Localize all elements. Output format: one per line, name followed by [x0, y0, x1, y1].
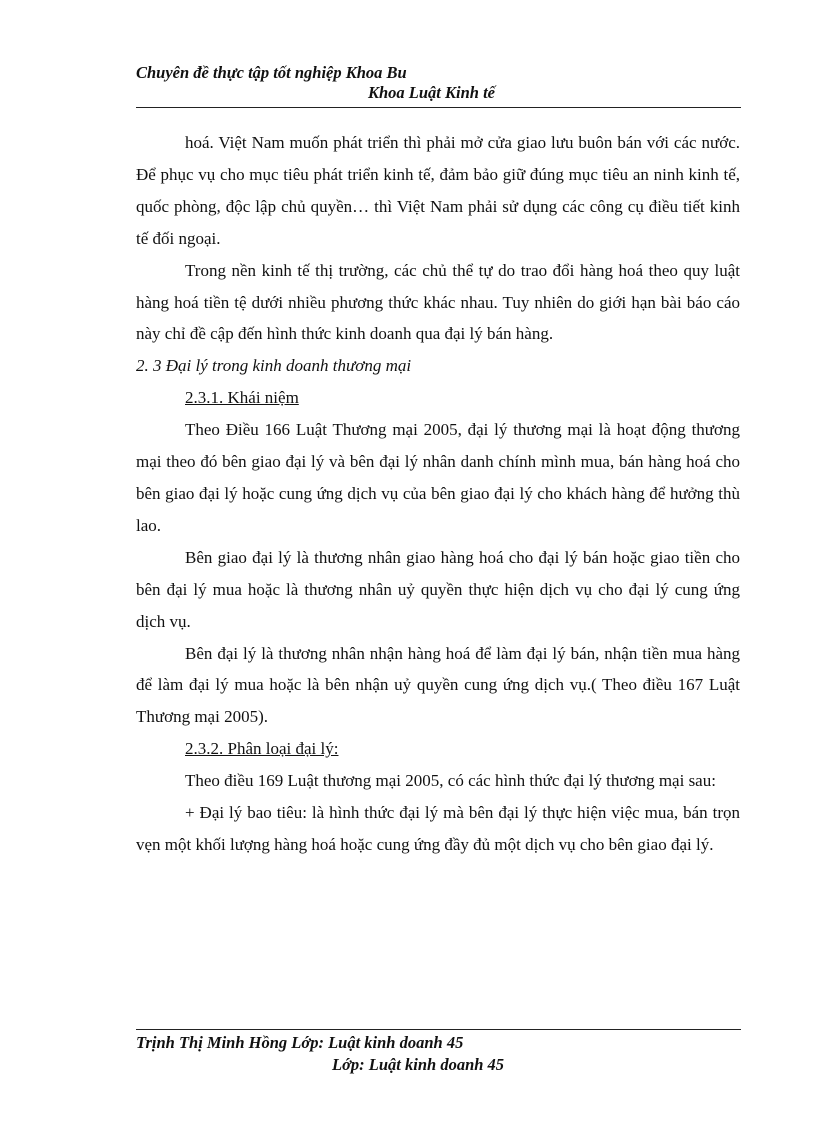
subheading-phan-loai: 2.3.2. Phân loại đại lý: — [185, 739, 339, 759]
paragraph-6: Theo điều 169 Luật thương mại 2005, có các hình thức đại lý thương mại sau: — [185, 771, 716, 791]
paragraph-7: + Đại lý bao tiêu: là hình thức đại lý mà bên đại lý thực hiện việc mua, bán trọn vẹn một khối lượng hàng hoá hoặc cung ứng đầy đủ một dịch vụ cho bên giao đại lý. — [136, 803, 740, 854]
document-body — [136, 127, 740, 861]
paragraph-2: Trong nền kinh tế thị trường, các chủ thể tự do trao đổi hàng hoá theo quy luật hàng hoá tiền tệ dưới nhiều phương thức khác nhau. Tuy nhiên do giới hạn bài báo cáo này chỉ đề cập đến hình thức kinh doanh qua đại lý bán hàng. — [136, 260, 740, 344]
section-title: 2. 3 Đại lý trong kinh doanh thương mại — [136, 356, 412, 376]
paragraph-5: Bên đại lý là thương nhân nhận hàng hoá để làm đại lý bán, nhận tiền mua hàng để làm đại lý mua hoặc là bên nhận uỷ quyền cung ứng dịch vụ.( Theo điều 167 Luật Thương mại 2005). — [136, 643, 740, 727]
paragraph-1: hoá. Việt Nam muốn phát triển thì phải mở cửa giao lưu buôn bán với các nước. Để phục vụ cho mục tiêu phát triển kinh tế, đảm bảo giữ đúng mục tiêu an ninh kinh tế, quốc phòng, độc lập chủ quyền… thì Việt Nam phải sử dụng các công cụ điều tiết kinh tế đối ngoại. — [136, 133, 740, 248]
header-title-line2: Khoa Luật Kinh tế — [368, 83, 495, 102]
footer-author-line: Trịnh Thị Minh Hồng Lớp: Luật kinh doanh 45 — [136, 1033, 464, 1052]
paragraph-3: Theo Điều 166 Luật Thương mại 2005, đại lý thương mại là hoạt động thương mại theo đó bên giao đại lý và bên đại lý nhân danh chính mình mua, bán hàng hoá cho bên giao đại lý hoặc cung ứng dịch vụ của bên giao đại lý cho khách hàng để hưởng thù lao. — [136, 420, 740, 535]
paragraph-4: Bên giao đại lý là thương nhân giao hàng hoá cho đại lý bán hoặc giao tiền cho bên đại lý mua hoặc là thương nhân uỷ quyền thực hiện dịch vụ cho đại lý cung ứng dịch vụ. — [136, 547, 740, 631]
footer-class-line: Lớp: Luật kinh doanh 45 — [332, 1055, 505, 1074]
subheading-khai-niem: 2.3.1. Khái niệm — [185, 388, 299, 408]
header-title-line1: Chuyên đề thực tập tốt nghiệp Khoa Bu — [136, 63, 407, 82]
page-header — [136, 60, 741, 108]
page-footer — [136, 1029, 741, 1074]
